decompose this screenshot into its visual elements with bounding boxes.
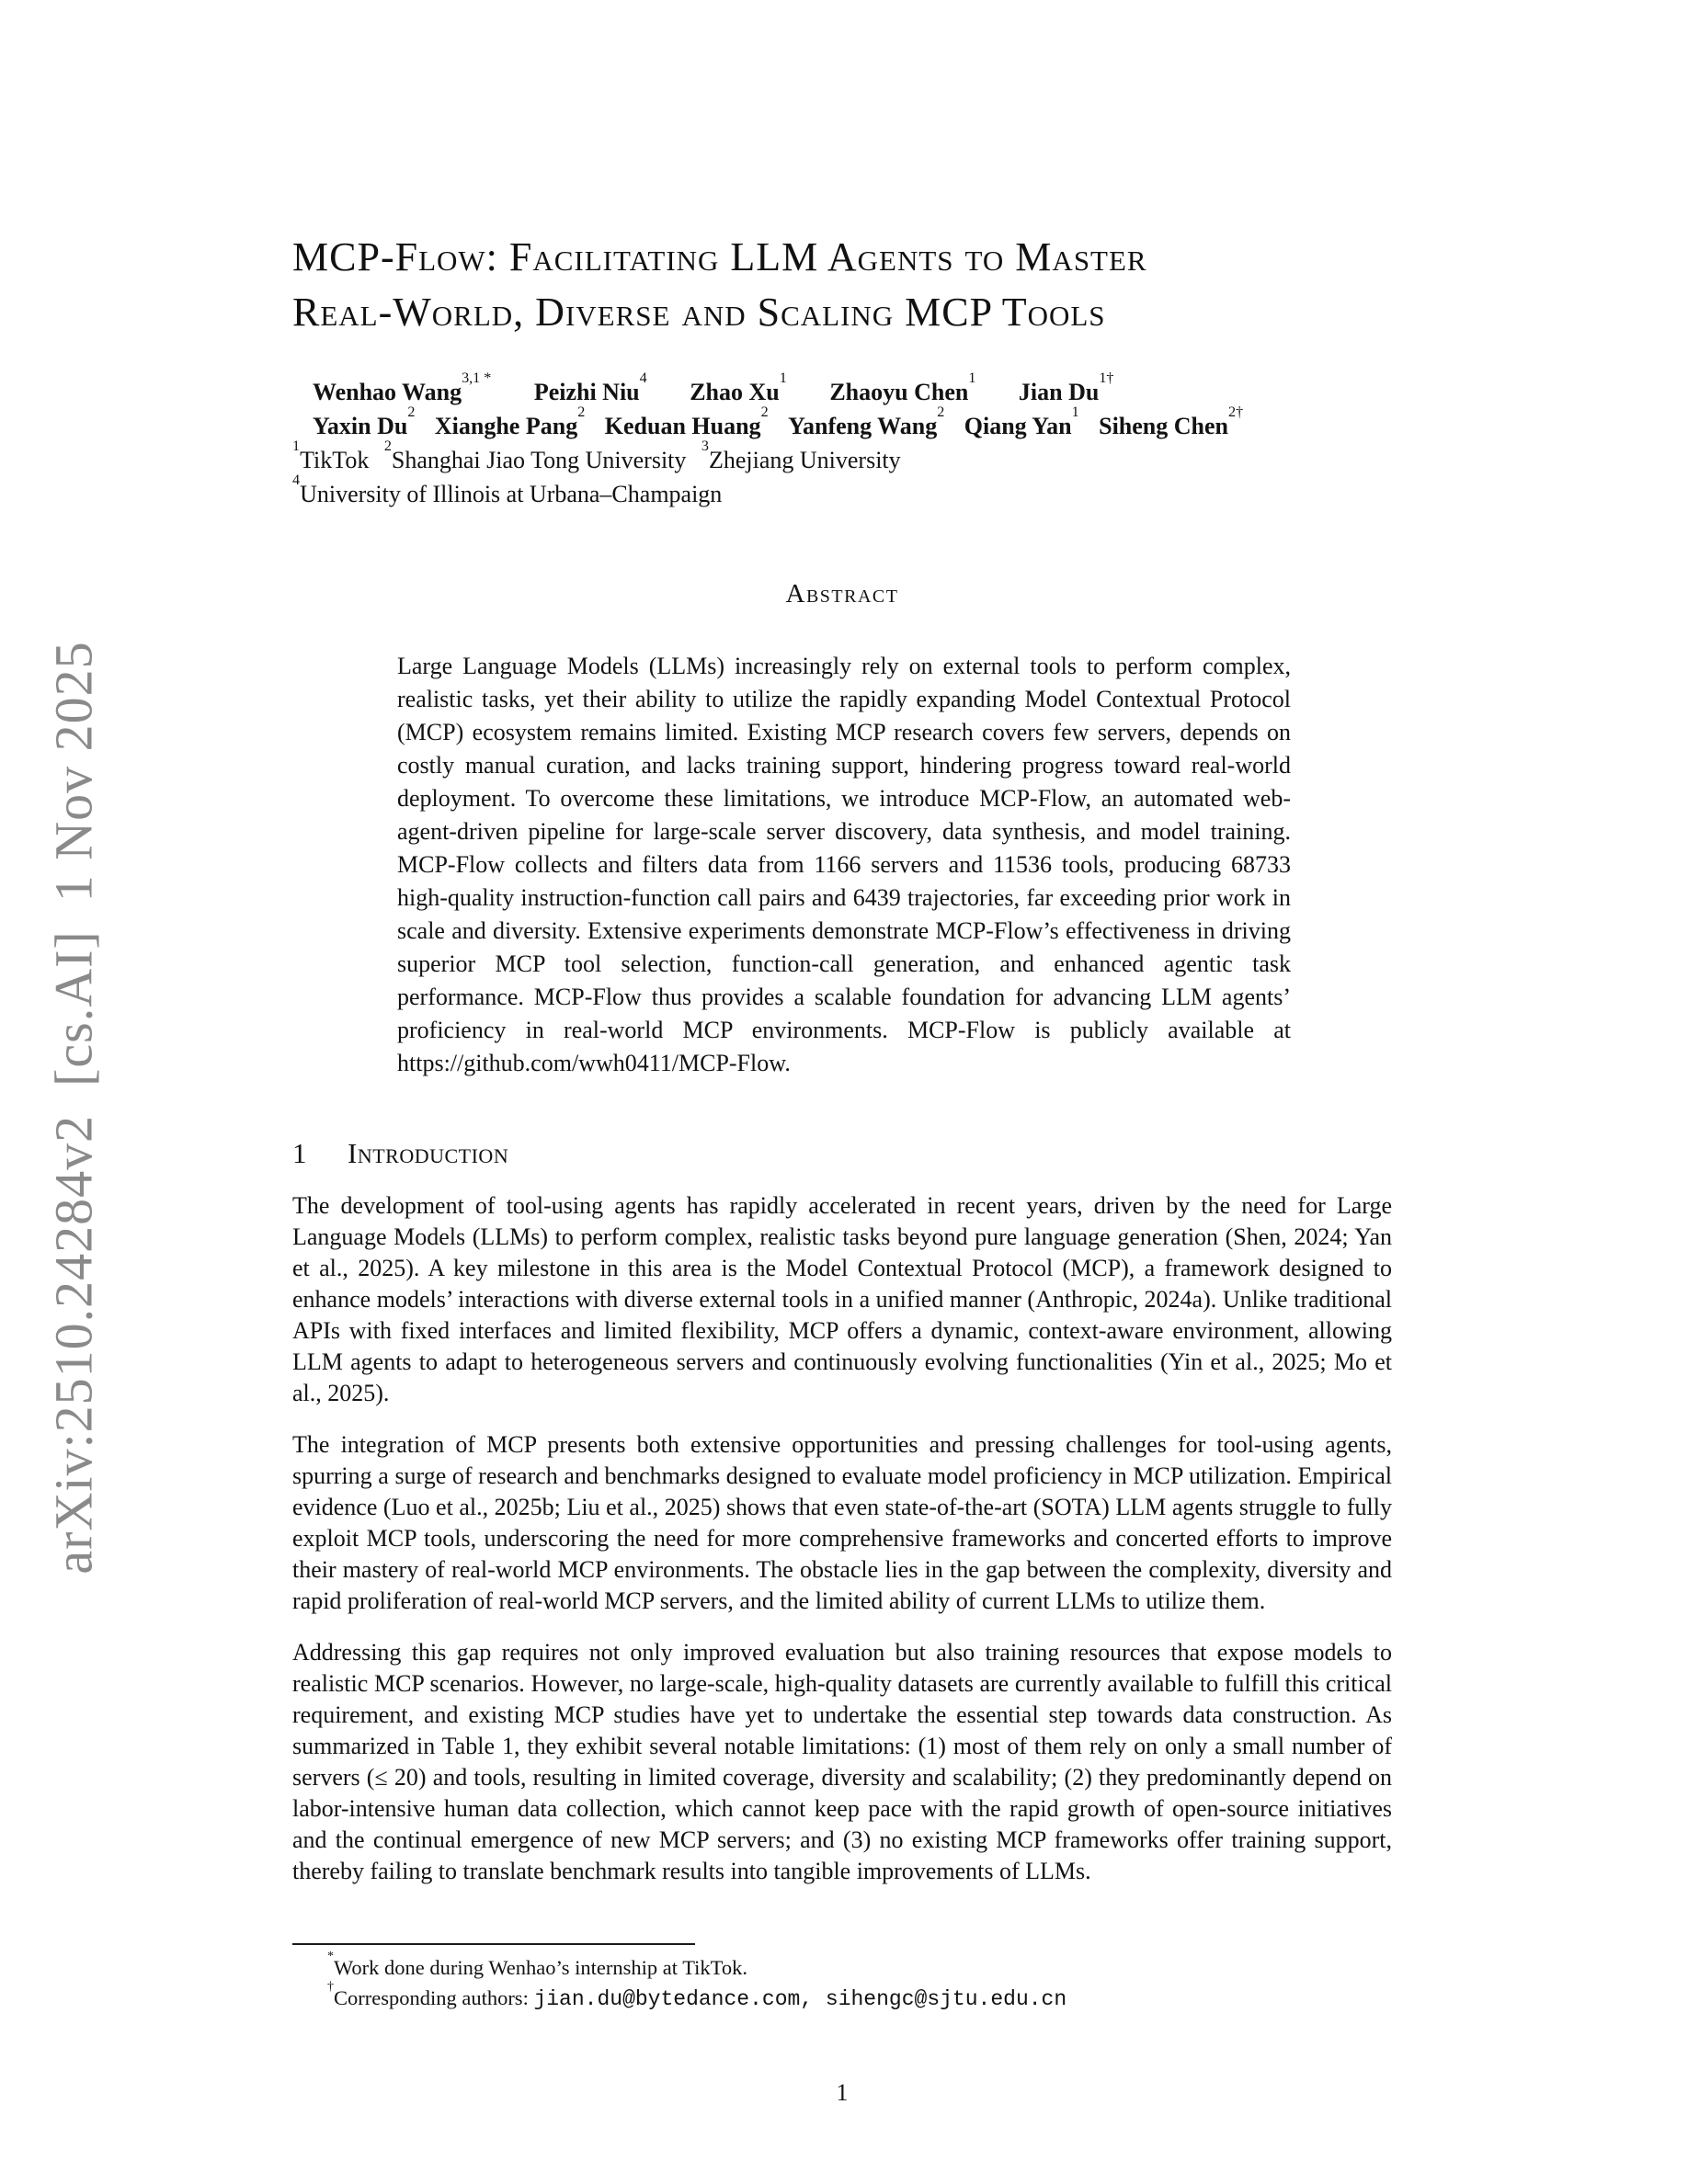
author-keduan-huang [604,404,769,439]
affiliation-zju [701,438,901,473]
affiliation-line-2 [292,472,1392,511]
footnotes [292,1943,1392,2015]
paper-title-line-2: Real-World, Diverse and Scaling MCP Tools [292,290,1106,335]
author-name: Xianghe Pang [434,413,578,439]
author-affil-marker: 3,1 * [462,370,492,387]
affil-marker: 2 [383,438,392,455]
intro-paragraph-3: Addressing this gap requires not only improved evaluation but also training resources that expose models to realistic MCP scenarios. However, no large-scale, high-quality datasets are currently available to fulfill this critical requirement, and existing MCP studies have yet to undertake the essential step towards data construction. As summarized in Table 1, they exhibit several notable limitations: (1) most of them rely on only a small number of servers (≤ 20) and tools, resulting in limited coverage, diversity and scalability; (2) they predominantly depend on labor-intensive human data collection, which cannot keep pace with the rapid growth of open-source initiatives and the continual emergence of new MCP servers; and (3) no existing MCP frameworks offer training support, thereby failing to translate benchmark results into tangible improvements of LLMs. [292,1639,1392,1884]
author-name: Yanfeng Wang [788,413,938,439]
author-name: Yaxin Du [313,413,408,439]
author-affil-marker: 1 [1071,404,1079,421]
author-name: Zhao Xu [690,379,780,405]
author-name: Wenhao Wang [313,379,462,405]
abstract-heading: Abstract [785,579,899,609]
section-number: 1 [292,1137,307,1169]
author-zhao-xu [690,370,787,405]
author-qiang-yan [964,404,1079,439]
author-affil-marker: 1 [968,370,976,387]
author-affil-marker: 2† [1228,404,1244,421]
footnote-text: Work done during Wenhao’s internship at TikTok. [333,1956,747,1979]
author-name: Zhaoyu Chen [829,379,969,405]
affiliation-uiuc [292,472,723,507]
arxiv-watermark: arXiv:2510.24284v2 [cs.AI] 1 Nov 2025 [43,641,104,1575]
author-siheng-chen [1099,404,1244,439]
author-affil-marker: 2 [760,404,769,421]
intro-paragraph-1: The development of tool-using agents has rapidly accelerated in recent years, driven by the need for Large Language Models (LLMs) to perform complex, realistic tasks beyond pure language generation (Shen, 2024; Yan et al., 2025). A key milestone in this area is the Model Contextual Protocol (MCP), a framework designed to enhance models’ interactions with diverse external tools in a unified manner (Anthropic, 2024a). Unlike traditional APIs with fixed interfaces and limited flexibility, MCP offers a dynamic, context-aware environment, allowing LLM agents to adapt to heterogeneous servers and continuously evolving functionalities (Yin et al., 2025; Mo et al., 2025). [292,1192,1392,1406]
paper-title [292,230,1392,340]
author-name: Jian Du [1018,379,1100,405]
author-name: Qiang Yan [964,413,1072,439]
author-line-2 [313,404,1392,443]
affiliation-sjtu [383,438,687,473]
author-name: Siheng Chen [1099,413,1229,439]
author-wenhao-wang [313,370,492,405]
footnote-marker: † [327,1979,334,1994]
footnote-corresponding [292,1979,1392,2015]
author-xianghe-pang [434,404,586,439]
affil-text: Shanghai Jiao Tong University [391,447,687,473]
section-heading-introduction [292,1137,1392,1170]
affiliation-line-1 [292,438,1392,477]
paper-content [292,0,1392,1887]
affiliation-tiktok [292,438,370,473]
affil-text: University of Illinois at Urbana–Champaign [300,481,723,507]
affil-text: TikTok [300,447,370,473]
author-yanfeng-wang [788,404,945,439]
author-jian-du [1018,370,1114,405]
footnote-internship [292,1949,1392,1983]
paper-title-line-1: MCP-Flow: Facilitating LLM Agents to Master [292,234,1147,279]
affil-marker: 1 [292,438,301,455]
intro-paragraph-2: The integration of MCP presents both extensive opportunities and pressing challenges for tool-using agents, spurring a surge of research and benchmarks designed to evaluate model proficiency in MCP utilization. Empirical evidence (Luo et al., 2025b; Liu et al., 2025) shows that even state-of-the-art (SOTA) LLM agents struggle to fully exploit MCP tools, underscoring the need for more comprehensive frameworks and concerted efforts to improve their mastery of real-world MCP environments. The obstacle lies in the gap between the complexity, diversity and rapid proliferation of real-world MCP servers, and the limited ability of current LLMs to utilize them. [292,1431,1392,1614]
footnote-label: Corresponding authors: [333,1986,534,2009]
author-name: Peizhi Niu [533,379,640,405]
abstract-text: Large Language Models (LLMs) increasingly rely on external tools to perform complex, realistic tasks, yet their ability to utilize the rapidly expanding Model Contextual Protocol (MCP) ecosystem remains limited. Existing MCP research covers few servers, depends on costly manual curation, and lacks training support, hindering progress toward real-world deployment. To overcome these limitations, we introduce MCP-Flow, an automated web-agent-driven pipeline for large-scale server discovery, data synthesis, and model training. MCP-Flow collects and filters data from 1166 servers and 11536 tools, producing 68733 high-quality instruction-function call pairs and 6439 trajectories, far exceeding prior work in scale and diversity. Extensive experiments demonstrate MCP-Flow’s effectiveness in driving superior MCP tool selection, function-call generation, and enhanced agentic task performance. MCP-Flow thus provides a scalable foundation for advancing LLM agents’ proficiency in real-world MCP environments. MCP-Flow is publicly available at https://github.com/wwh0411/MCP-Flow. [397,653,1291,1076]
footnote-rule [292,1943,695,1945]
footnote-marker: * [327,1949,334,1963]
affil-marker: 3 [701,438,709,455]
author-yaxin-du [313,404,416,439]
author-affil-marker: 2 [577,404,586,421]
affil-marker: 4 [292,472,301,489]
author-peizhi-niu [533,370,647,405]
author-zhaoyu-chen [829,370,976,405]
author-name: Keduan Huang [604,413,761,439]
affil-text: Zhejiang University [708,447,901,473]
corresponding-emails: jian.du@bytedance.com, sihengc@sjtu.edu.cn [533,1987,1067,2011]
author-affil-marker: 4 [639,370,647,387]
author-affil-marker: 2 [407,404,416,421]
author-affil-marker: 1 [779,370,787,387]
author-affil-marker: 2 [937,404,945,421]
page-number: 1 [836,2079,849,2106]
authors-block [292,370,1392,511]
section-title: Introduction [348,1137,509,1169]
author-affil-marker: 1† [1099,370,1114,387]
